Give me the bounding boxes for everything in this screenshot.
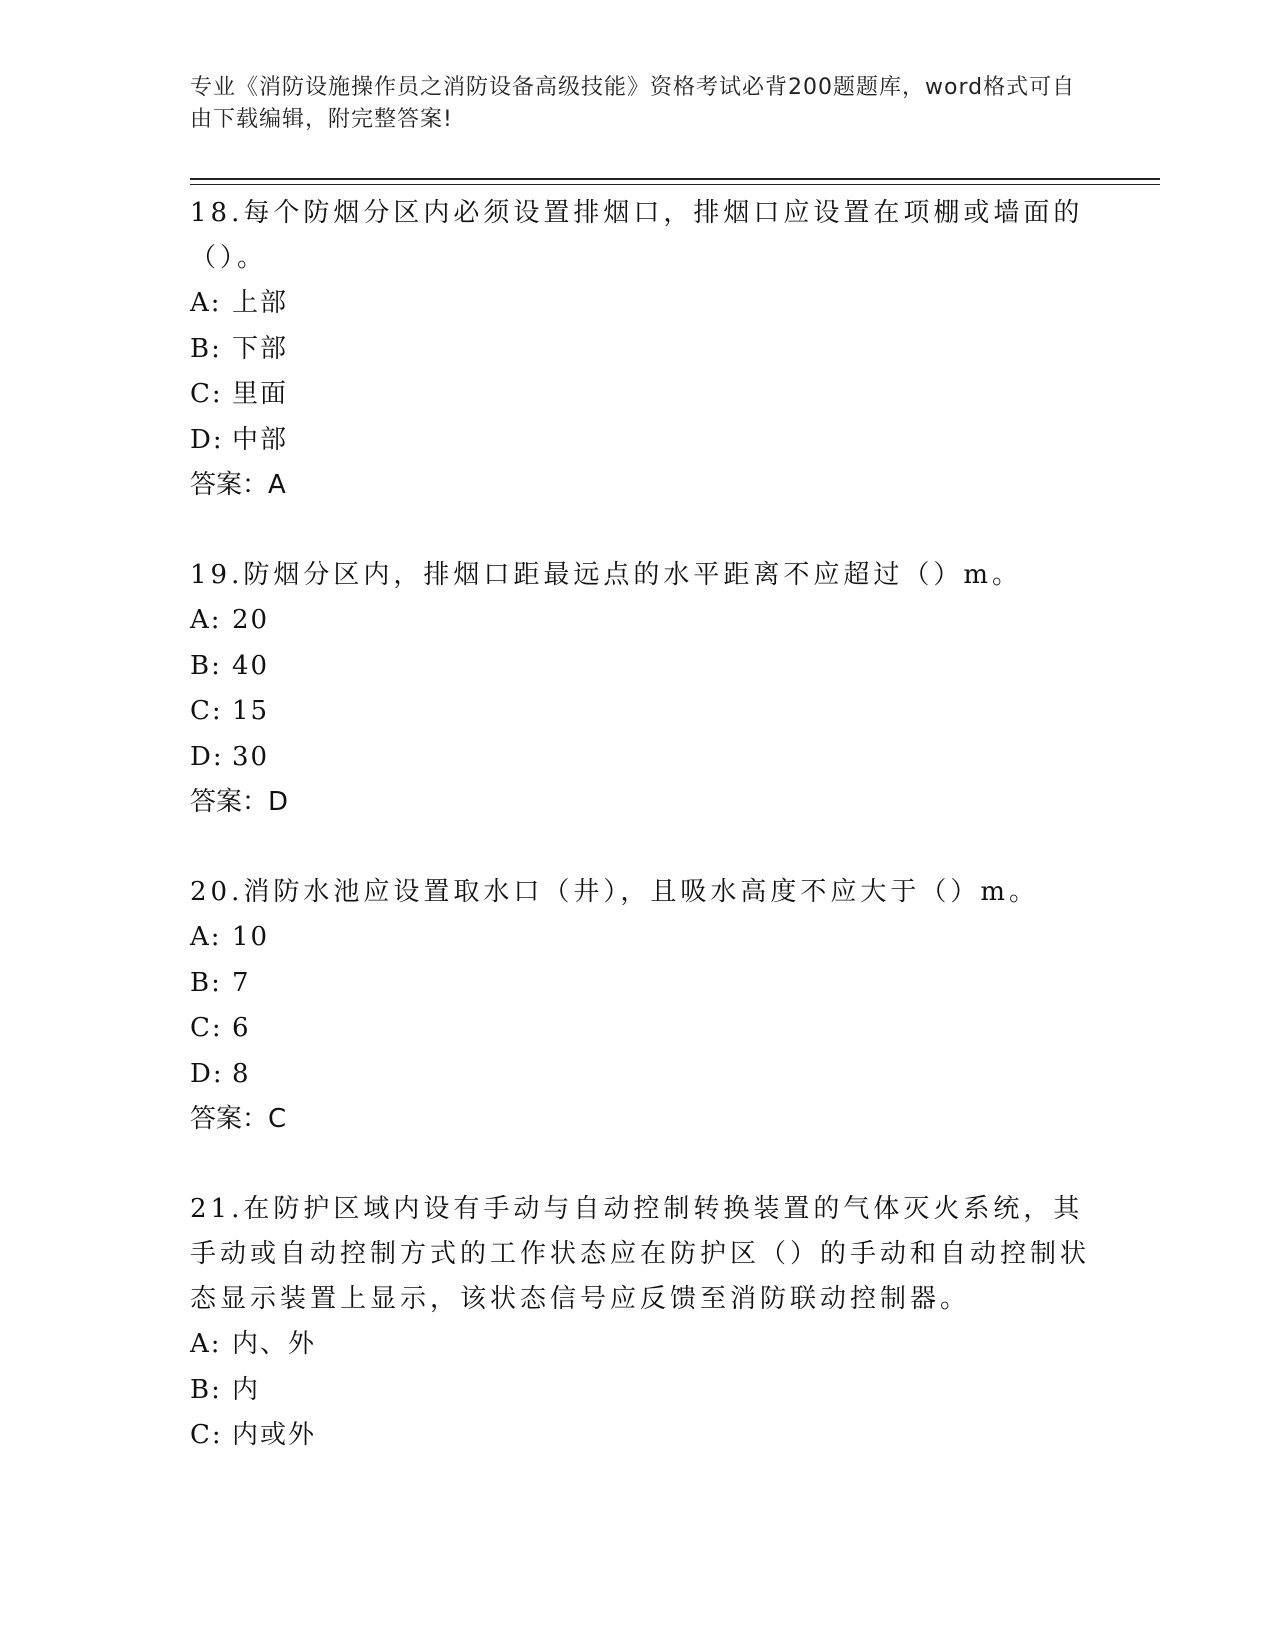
answer-line: 答案：A (190, 470, 286, 500)
header-divider-thin (190, 184, 1160, 185)
option-b (190, 961, 1090, 1007)
option-text: 里面 (232, 379, 289, 409)
option-text: 20 (232, 605, 270, 635)
option-c (190, 1006, 1090, 1052)
option-text: 中部 (232, 424, 289, 455)
option-c (190, 689, 1090, 735)
option-key: B: (190, 333, 222, 364)
option-text: 8 (232, 1058, 251, 1089)
question-stem: 18.每个防烟分区内必须设置排烟口，排烟口应设置在项棚或墙面的（）。 (190, 198, 1084, 273)
option-key: C: (190, 1420, 223, 1450)
option-d (190, 418, 1090, 464)
option-a (190, 915, 1090, 961)
option-b (190, 327, 1090, 373)
option-text: 10 (232, 922, 270, 952)
header-divider-thick (190, 178, 1160, 180)
question-21 (190, 1187, 1090, 1459)
option-key: D: (190, 1058, 224, 1089)
option-key: A: (190, 1329, 222, 1359)
question-18 (190, 191, 1090, 508)
question-20 (190, 870, 1090, 1142)
option-text: 7 (232, 967, 251, 998)
answer-line: 答案：D (190, 787, 289, 817)
option-b (190, 644, 1090, 690)
option-b (190, 1368, 1090, 1414)
option-text: 内 (232, 1374, 261, 1405)
option-key: D: (190, 424, 224, 455)
option-d (190, 735, 1090, 781)
option-key: A: (190, 922, 222, 952)
option-key: A: (190, 605, 222, 635)
option-text: 内或外 (232, 1420, 317, 1450)
option-key: B: (190, 650, 222, 681)
option-a (190, 598, 1090, 644)
option-text: 6 (232, 1013, 251, 1043)
question-stem: 20.消防水池应设置取水口（井），且吸水高度不应大于（）m。 (190, 877, 1040, 907)
question-stem: 21.在防护区域内设有手动与自动控制转换装置的气体灭火系统，其手动或自动控制方式的工作状态应在防护区（）的手动和自动控制状态显示装置上显示，该状态信号应反馈至消防联动控制器。 (190, 1194, 1091, 1314)
question-list (190, 191, 1090, 1504)
option-d (190, 1052, 1090, 1098)
option-text: 下部 (232, 333, 289, 364)
option-key: C: (190, 379, 223, 409)
option-text: 15 (232, 696, 270, 726)
option-key: B: (190, 967, 222, 998)
question-19 (190, 553, 1090, 825)
option-text: 上部 (232, 288, 289, 318)
option-key: A: (190, 288, 222, 318)
option-a (190, 1322, 1090, 1368)
option-key: B: (190, 1374, 222, 1405)
option-key: C: (190, 696, 223, 726)
option-key: D: (190, 741, 224, 772)
option-c (190, 1413, 1090, 1459)
option-text: 30 (232, 741, 270, 772)
option-text: 40 (232, 650, 270, 681)
document-header: 专业《消防设施操作员之消防设备高级技能》资格考试必背200题题库，word格式可自由下载编辑，附完整答案! (190, 75, 1076, 132)
option-text: 内、外 (232, 1329, 317, 1359)
question-stem: 19.防烟分区内，排烟口距最远点的水平距离不应超过（）m。 (190, 560, 1023, 590)
option-a (190, 281, 1090, 327)
option-key: C: (190, 1013, 223, 1043)
option-c (190, 372, 1090, 418)
answer-line: 答案：C (190, 1104, 287, 1134)
